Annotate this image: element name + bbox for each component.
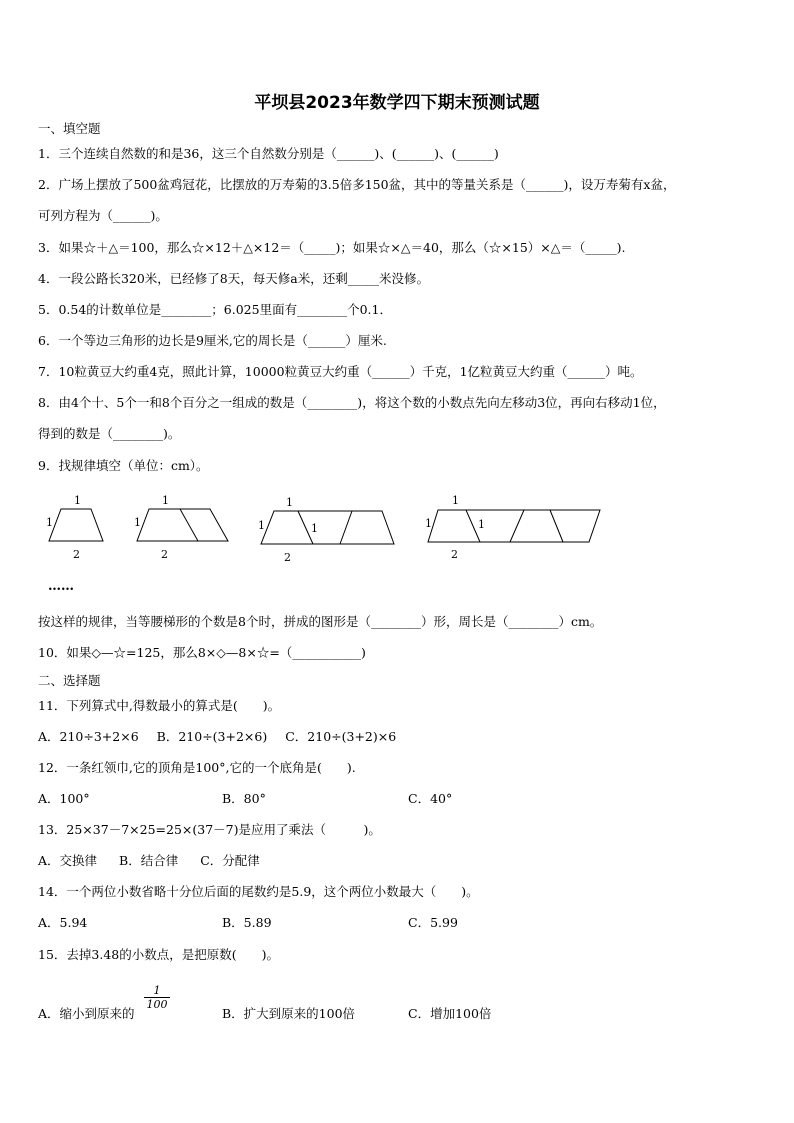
q12-option-c: C．40° <box>408 791 453 806</box>
question-6: 6．一个等边三角形的边长是9厘米,它的周长是（______）厘米. <box>38 333 387 348</box>
question-9-followup: 按这样的规律，当等腰梯形的个数是8个时，拼成的图形是（________）形，周长是（________）cm。 <box>38 614 603 629</box>
question-14: 14．一个两位小数省略十分位后面的尾数约是5.9，这个两位小数最大（ )。 <box>38 884 479 899</box>
question-4: 4．一段公路长320米，已经修了8天，每天修a米，还剩_____米没修。 <box>38 271 429 286</box>
figure-3-bottom-label: 2 <box>284 551 291 564</box>
figure-4-bottom-label: 2 <box>451 548 458 561</box>
question-2-line-2: 可列方程为（______)。 <box>38 208 168 223</box>
q13-option-a: A．交换律 <box>38 853 98 868</box>
figure-1-side-label: 1 <box>46 516 53 529</box>
section-multiple-choice: 二、选择题 <box>38 673 101 688</box>
q14-option-b: B．5.89 <box>222 915 272 930</box>
q13-option-b: B．结合律 <box>119 853 179 868</box>
figure-1-bottom-label: 2 <box>73 548 80 561</box>
figure-2-bottom-label: 2 <box>161 548 168 561</box>
fraction-denominator: 100 <box>146 998 168 1011</box>
q11-option-b: B．210÷(3+2×6) <box>156 729 268 744</box>
q15-option-c: C．增加100倍 <box>408 1006 492 1021</box>
q11-option-a: A．210÷3+2×6 <box>38 729 139 744</box>
question-10: 10．如果◇—☆=125，那么8×◇—8×☆=（___________) <box>38 645 366 660</box>
figure-3-divider-2 <box>340 511 352 544</box>
figure-4-inner-label: 1 <box>478 518 485 531</box>
fraction-numerator: 1 <box>144 984 170 998</box>
figure-1-top-label: 1 <box>74 494 81 507</box>
question-15: 15．去掉3.48的小数点，是把原数( )。 <box>38 947 279 962</box>
question-9: 9．找规律填空（单位：cm）。 <box>38 458 209 473</box>
page-title: 平坝县2023年数学四下期末预测试题 <box>254 93 540 113</box>
fraction-one-hundredth <box>144 984 170 1011</box>
question-13: 13．25×37－7×25=25×(37－7)是应用了乘法（ )。 <box>38 822 381 837</box>
question-11: 11．下列算式中,得数最小的算式是( )。 <box>38 698 281 713</box>
question-11-options <box>38 729 768 745</box>
figure-3-side-label: 1 <box>258 519 265 532</box>
question-3: 3．如果☆＋△＝100，那么☆×12＋△×12＝（_____)；如果☆×△＝40，那么（☆×15）×△＝（_____). <box>38 240 626 255</box>
q15-option-b: B．扩大到原来的100倍 <box>222 1006 356 1021</box>
figure-2-side-label: 1 <box>134 516 141 529</box>
question-8-line-1: 8．由4个十、5个一和8个百分之一组成的数是（________)，将这个数的小数点先向左移动3位，再向右移动1位， <box>38 395 666 410</box>
figure-2-top-label: 1 <box>162 494 169 507</box>
continuation-dots: …… <box>48 579 74 594</box>
q12-option-a: A．100° <box>38 791 90 806</box>
figure-4-divider-3 <box>550 510 563 542</box>
question-2-line-1: 2．广场上摆放了500盆鸡冠花，比摆放的万寿菊的3.5倍多150盆，其中的等量关系是（______)，设万寿菊有x盆， <box>38 177 676 192</box>
question-7: 7．10粒黄豆大约重4克，照此计算，10000粒黄豆大约重（______）千克，1亿粒黄豆大约重（______）吨。 <box>38 364 643 379</box>
figure-4-outline <box>428 510 600 542</box>
question-1: 1．三个连续自然数的和是36，这三个自然数分别是（______)、(______)、(______) <box>38 146 499 161</box>
question-8-line-2: 得到的数是（________)。 <box>38 426 181 441</box>
figure-3-outline <box>261 511 394 544</box>
figure-4-top-label: 1 <box>452 494 459 507</box>
question-12: 12．一条红领巾,它的顶角是100°,它的一个底角是( ). <box>38 760 356 775</box>
figure-3-inner-label: 1 <box>311 522 318 535</box>
figure-4-side-label: 1 <box>425 517 432 530</box>
q12-option-b: B．80° <box>222 791 266 806</box>
q13-option-c: C．分配律 <box>200 853 260 868</box>
q11-option-c: C．210÷(3+2)×6 <box>285 729 397 744</box>
figure-1-trapezoid <box>49 509 103 541</box>
figure-4-divider-2 <box>510 510 524 542</box>
question-5: 5．0.54的计数单位是________；6.025里面有________个0.1． <box>38 302 392 317</box>
section-fill-blank: 一、填空题 <box>38 121 101 136</box>
figure-3-top-label: 1 <box>286 496 293 509</box>
q14-option-c: C．5.99 <box>408 915 458 930</box>
figure-2-divider <box>180 509 198 541</box>
trapezoid-pattern-figure <box>0 486 794 598</box>
q14-option-a: A．5.94 <box>38 915 88 930</box>
question-13-options <box>38 853 768 869</box>
q15-option-a: A．缩小到原来的 <box>38 1006 135 1021</box>
